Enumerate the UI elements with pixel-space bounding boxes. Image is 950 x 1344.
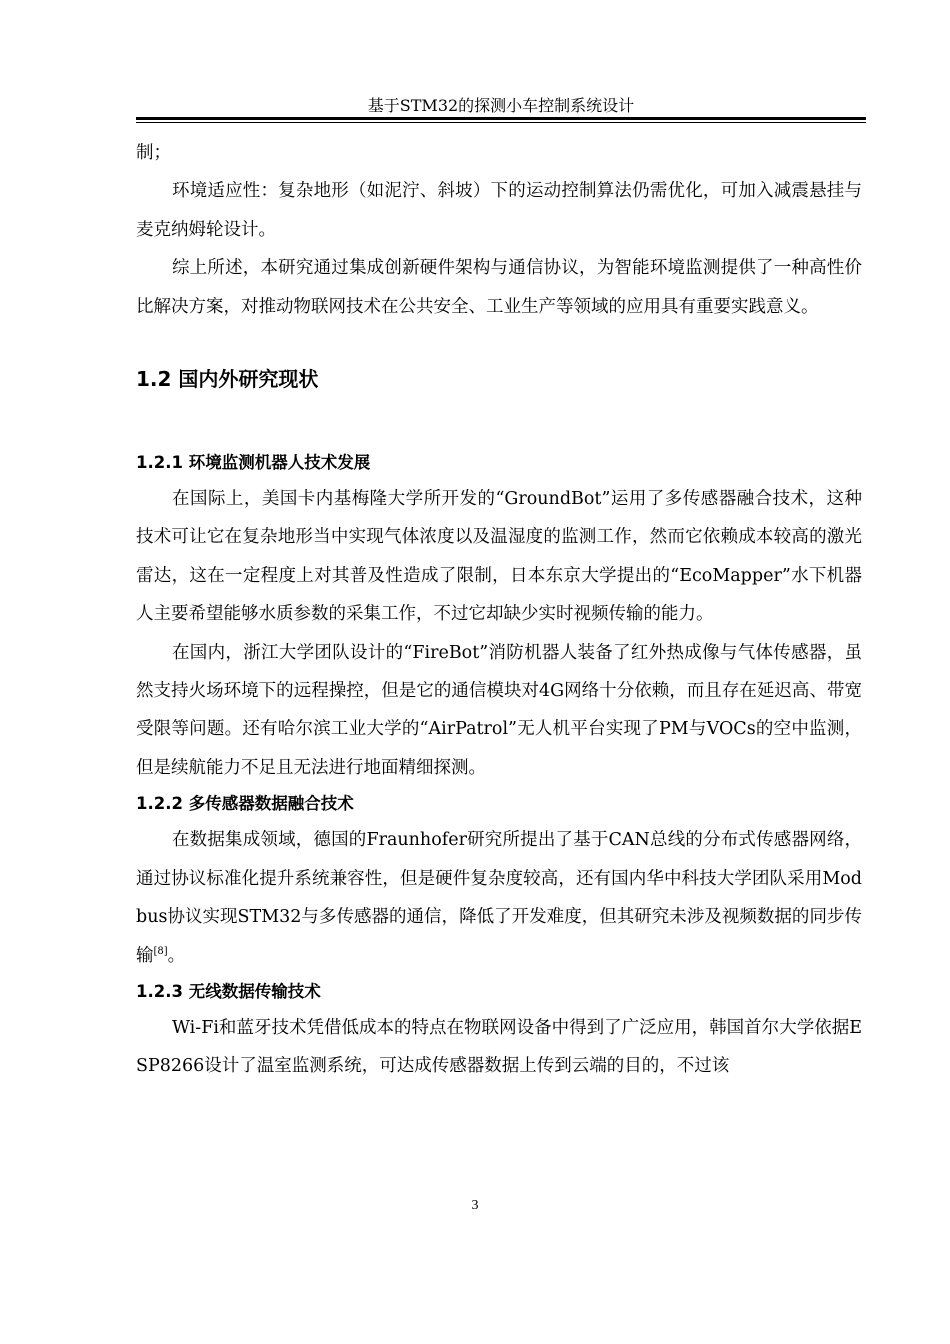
subsection-heading-1-2-3: 1.2.3 无线数据传输技术 xyxy=(136,981,321,1001)
paragraph-data-fusion xyxy=(136,821,862,975)
paragraph-summary: 综上所述，本研究通过集成创新硬件架构与通信协议，为智能环境监测提供了一种高性价比解决方案，对推动物联网技术在公共安全、工业生产等领域的应用具有重要实践意义。 xyxy=(136,258,862,317)
paragraph-data-fusion-end: 。 xyxy=(167,945,186,966)
paragraph-domestic-research: 在国内，浙江大学团队设计的“FireBot”消防机器人装备了红外热成像与气体传感器，虽然支持火场环境下的远程操控，但是它的通信模块对4G网络十分依赖，而且存在延迟高、带宽受限等问题。还有哈尔滨工业大学的“AirPatrol”无人机平台实现了PM与VOCs的空中监测，但是续航能力不足且无法进行地面精细探测。 xyxy=(136,642,862,778)
page-number: 3 xyxy=(471,1198,479,1213)
body-content xyxy=(136,134,862,1086)
paragraph-international-research: 在国际上，美国卡内基梅隆大学所开发的“GroundBot”运用了多传感器融合技术，这种技术可让它在复杂地形当中实现气体浓度以及温湿度的监测工作，然而它依赖成本较高的激光雷达，这在一定程度上对其普及性造成了限制，日本东京大学提出的“EcoMapper”水下机器人主要希望能够水质参数的采集工作，不过它却缺少实时视频传输的能力。 xyxy=(136,489,862,625)
paragraph-continuation: 制； xyxy=(136,143,171,163)
paragraph-wireless-transmission: Wi-Fi和蓝牙技术凭借低成本的特点在物联网设备中得到了广泛应用，韩国首尔大学依据ESP8266设计了温室监测系统，可达成传感器数据上传到云端的目的，不过该 xyxy=(136,1017,862,1077)
citation-reference: [8] xyxy=(153,945,168,957)
paragraph-environment-adaptability: 环境适应性：复杂地形（如泥泞、斜坡）下的运动控制算法仍需优化，可加入减震悬挂与麦克纳姆轮设计。 xyxy=(136,181,862,240)
subsection-heading-1-2-2: 1.2.2 多传感器数据融合技术 xyxy=(136,794,354,814)
running-header: 基于STM32的探测小车控制系统设计 xyxy=(367,96,635,115)
paragraph-data-fusion-text: 在数据集成领域，德国的Fraunhofer研究所提出了基于CAN总线的分布式传感器网络，通过协议标准化提升系统兼容性，但是硬件复杂度较高，还有国内华中科技大学团队采用Modbus协议实现STM32与多传感器的通信，降低了开发难度，但其研究未涉及视频数据的同步传输 xyxy=(136,830,862,966)
header-double-rule xyxy=(136,117,866,123)
subsection-heading-1-2-1: 1.2.1 环境监测机器人技术发展 xyxy=(136,453,371,473)
section-heading-1-2: 1.2 国内外研究现状 xyxy=(136,367,319,392)
